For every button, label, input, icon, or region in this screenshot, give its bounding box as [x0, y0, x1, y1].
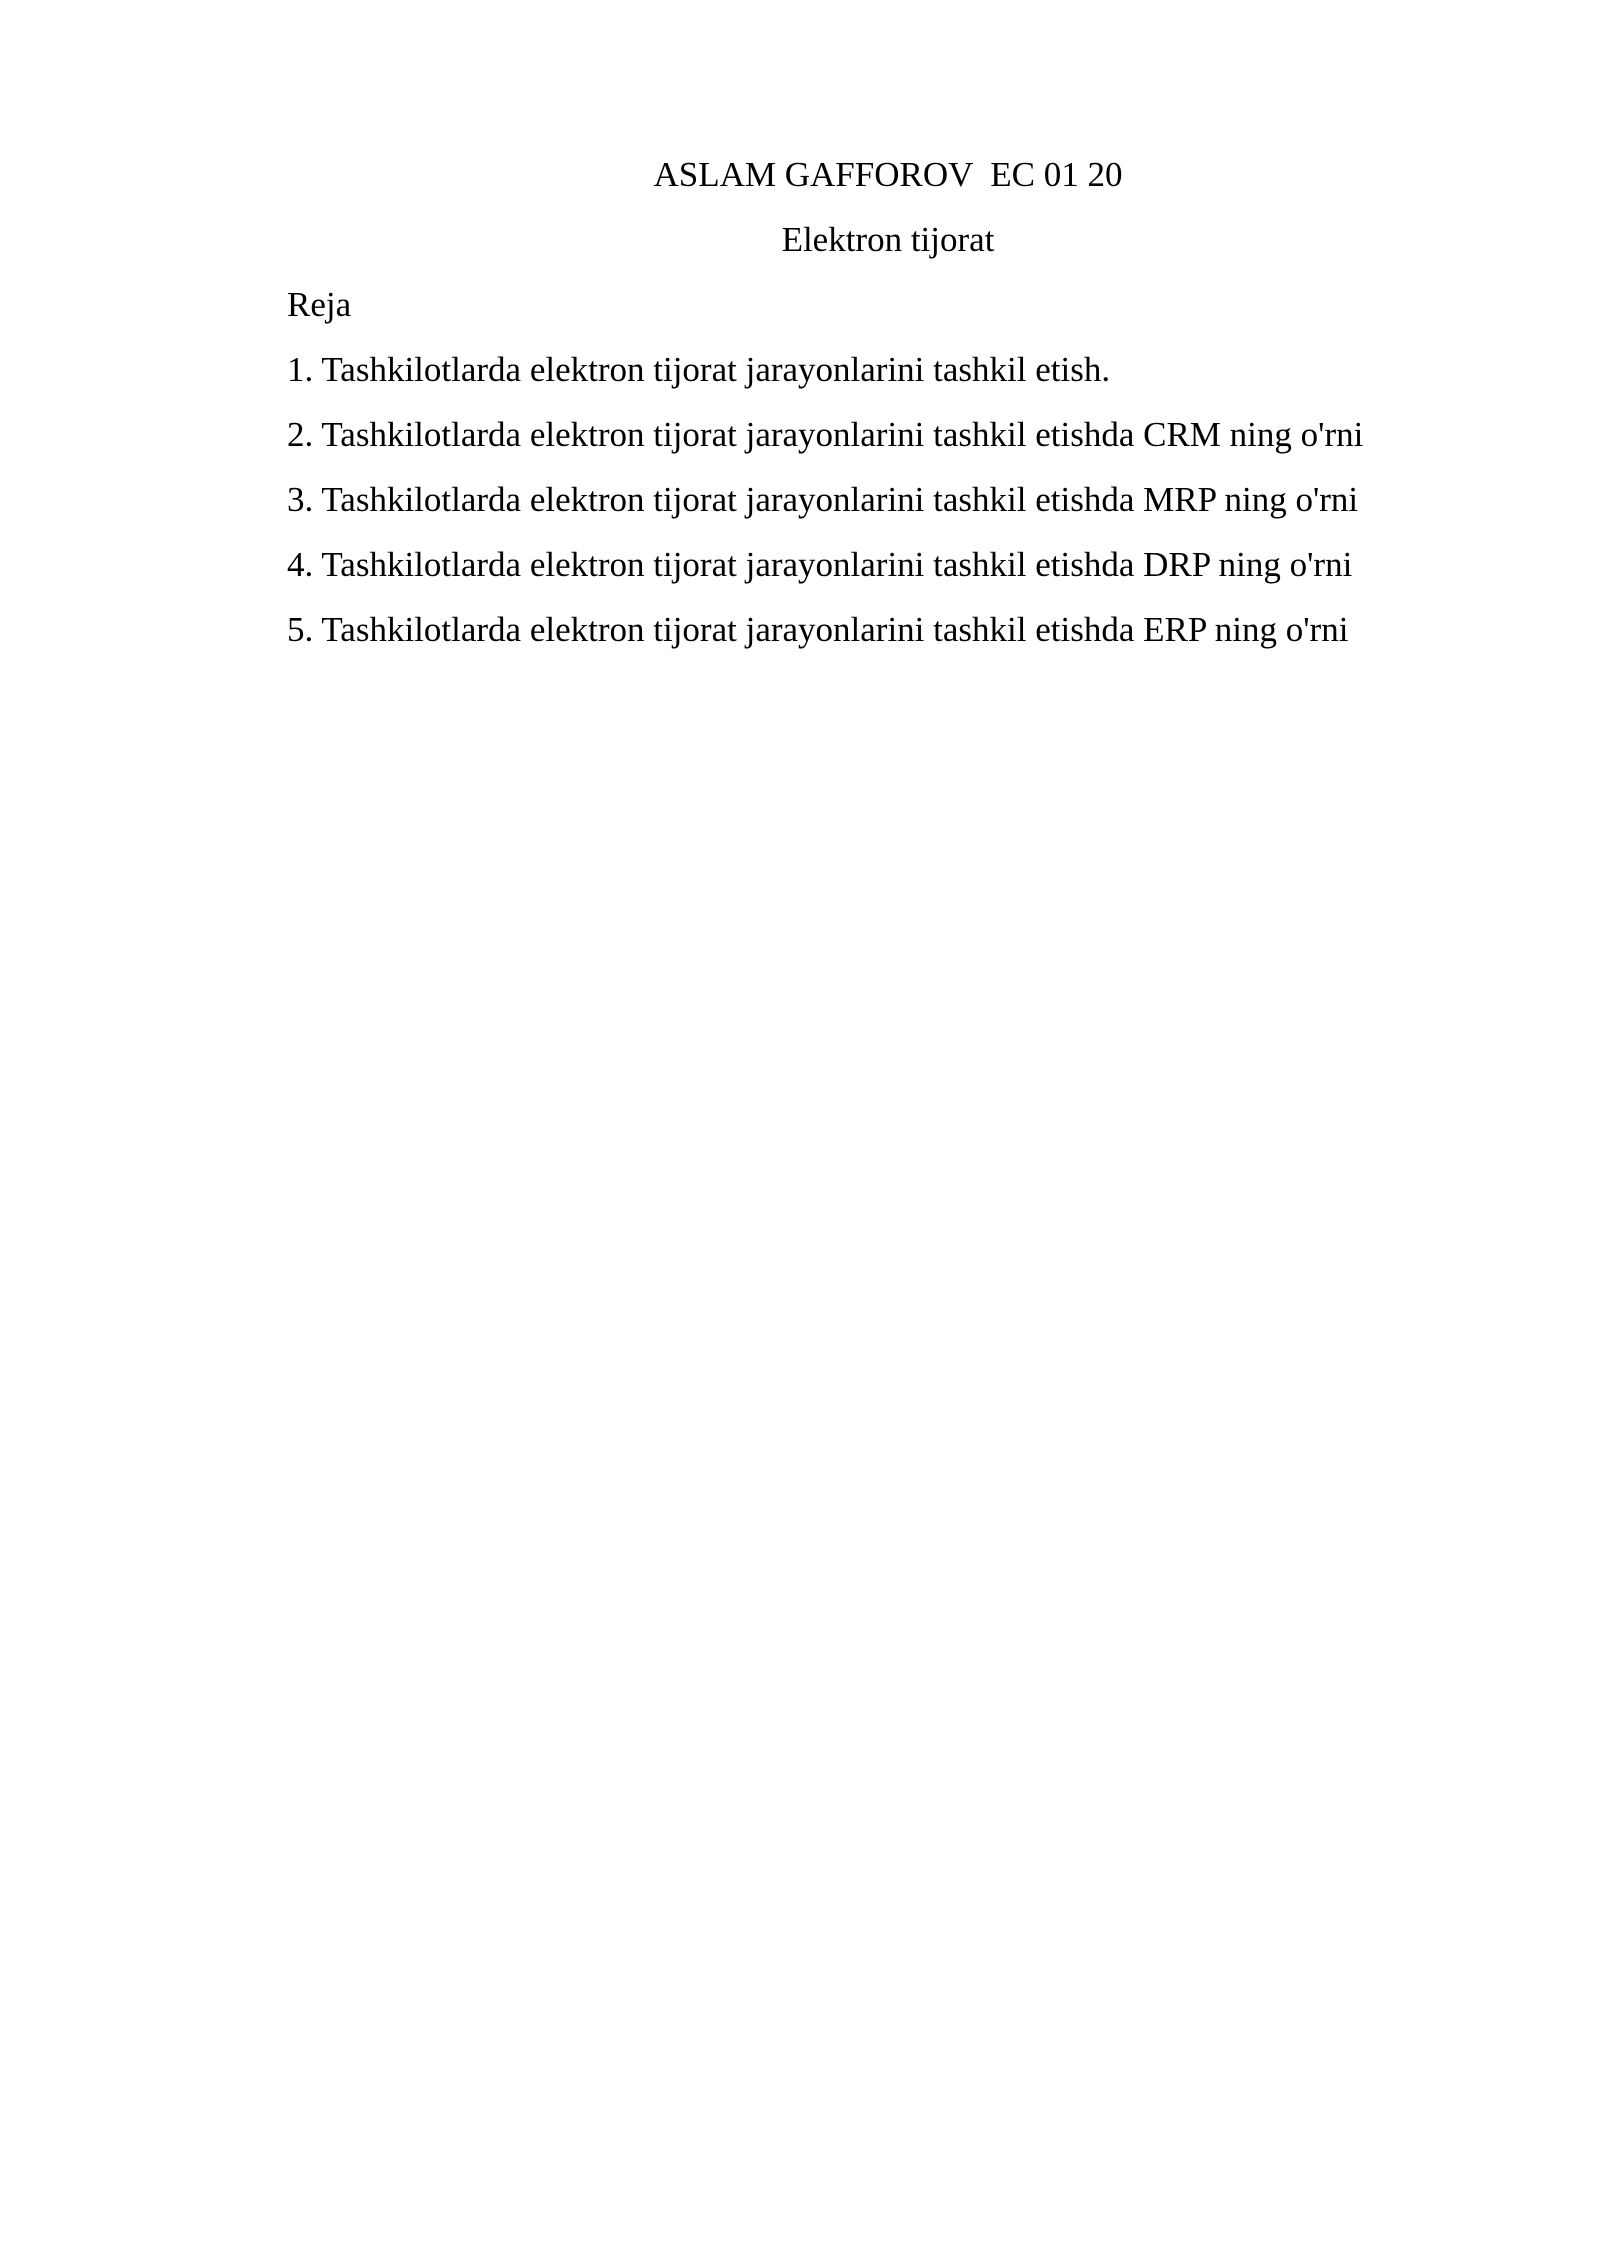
plan-item-3: 3. Tashkilotlarda elektron tijorat jarayonlarini tashkil etishda MRP ning o'rni [287, 480, 1359, 519]
plan-item-5: 5. Tashkilotlarda elektron tijorat jarayonlarini tashkil etishda ERP ning o'rni [287, 610, 1349, 649]
plan-item-2: 2. Tashkilotlarda elektron tijorat jarayonlarini tashkil etishda CRM ning o'rni [287, 415, 1364, 454]
plan-item-1: 1. Tashkilotlarda elektron tijorat jarayonlarini tashkil etish. [287, 350, 1111, 389]
author-header: ASLAM GAFFOROV EC 01 20 [653, 155, 1123, 194]
document-subtitle: Elektron tijorat [781, 220, 995, 259]
plan-item-4: 4. Tashkilotlarda elektron tijorat jarayonlarini tashkil etishda DRP ning o'rni [287, 545, 1353, 584]
plan-heading: Reja [287, 285, 352, 324]
